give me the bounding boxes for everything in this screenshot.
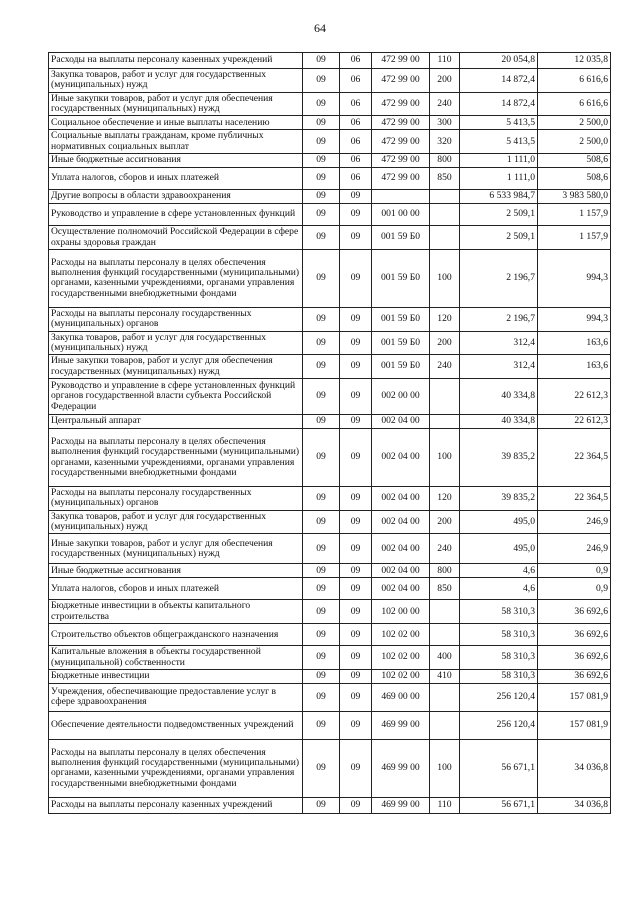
row-section: 09 xyxy=(303,711,340,739)
row-amount-2: 2 500,0 xyxy=(538,130,611,154)
row-subsection: 09 xyxy=(340,415,372,429)
row-subsection: 06 xyxy=(340,130,372,154)
row-target-article: 102 02 00 xyxy=(372,669,430,683)
row-subsection: 09 xyxy=(340,578,372,600)
table-row xyxy=(49,711,611,739)
row-target-article: 001 59 Б0 xyxy=(372,307,430,331)
row-expense-type: 850 xyxy=(430,578,460,600)
row-target-article: 472 99 00 xyxy=(372,69,430,93)
row-section: 09 xyxy=(303,307,340,331)
row-subsection: 09 xyxy=(340,487,372,511)
row-name: Расходы на выплаты персоналу казенных учреждений xyxy=(49,53,303,69)
row-section: 09 xyxy=(303,683,340,711)
row-amount-2: 22 612,3 xyxy=(538,379,611,415)
row-expense-type: 100 xyxy=(430,739,460,797)
row-name: Центральный аппарат xyxy=(49,415,303,429)
row-target-article: 001 00 00 xyxy=(372,204,430,226)
row-section: 09 xyxy=(303,739,340,797)
row-subsection: 09 xyxy=(340,711,372,739)
row-target-article: 469 99 00 xyxy=(372,711,430,739)
row-amount-1: 58 310,3 xyxy=(460,669,538,683)
row-expense-type: 200 xyxy=(430,331,460,355)
row-target-article: 469 00 00 xyxy=(372,683,430,711)
row-expense-type xyxy=(430,226,460,250)
row-subsection: 09 xyxy=(340,355,372,379)
row-subsection: 09 xyxy=(340,564,372,578)
table-row xyxy=(49,168,611,190)
row-section: 09 xyxy=(303,797,340,813)
row-expense-type xyxy=(430,190,460,204)
row-name: Закупка товаров, работ и услуг для государственных (муниципальных) нужд xyxy=(49,331,303,355)
row-section: 09 xyxy=(303,534,340,564)
row-expense-type: 400 xyxy=(430,646,460,670)
row-amount-2: 994,3 xyxy=(538,249,611,307)
row-subsection: 09 xyxy=(340,646,372,670)
table-row xyxy=(49,130,611,154)
row-amount-2: 0,9 xyxy=(538,578,611,600)
table-row xyxy=(49,429,611,487)
row-amount-2: 2 500,0 xyxy=(538,116,611,130)
table-row xyxy=(49,307,611,331)
row-amount-2: 163,6 xyxy=(538,331,611,355)
row-target-article: 001 59 Б0 xyxy=(372,249,430,307)
row-expense-type xyxy=(430,683,460,711)
table-row xyxy=(49,53,611,69)
row-target-article: 002 04 00 xyxy=(372,429,430,487)
row-amount-2: 1 157,9 xyxy=(538,204,611,226)
table-row xyxy=(49,646,611,670)
row-amount-2: 157 081,9 xyxy=(538,711,611,739)
row-section: 09 xyxy=(303,190,340,204)
row-subsection: 06 xyxy=(340,92,372,116)
row-subsection: 09 xyxy=(340,226,372,250)
row-section: 09 xyxy=(303,646,340,670)
row-amount-1: 256 120,4 xyxy=(460,711,538,739)
row-name: Другие вопросы в области здравоохранения xyxy=(49,190,303,204)
row-amount-1: 58 310,3 xyxy=(460,646,538,670)
row-expense-type xyxy=(430,711,460,739)
row-subsection: 06 xyxy=(340,154,372,168)
row-amount-2: 12 035,8 xyxy=(538,53,611,69)
row-amount-1: 20 054,8 xyxy=(460,53,538,69)
row-amount-1: 56 671,1 xyxy=(460,797,538,813)
row-section: 09 xyxy=(303,69,340,93)
row-target-article: 002 04 00 xyxy=(372,578,430,600)
row-amount-1: 5 413,5 xyxy=(460,116,538,130)
row-name: Иные закупки товаров, работ и услуг для обеспечения государственных (муниципальных) нужд xyxy=(49,92,303,116)
row-subsection: 06 xyxy=(340,53,372,69)
row-target-article: 472 99 00 xyxy=(372,53,430,69)
row-amount-1: 40 334,8 xyxy=(460,415,538,429)
row-name: Иные бюджетные ассигнования xyxy=(49,154,303,168)
row-section: 09 xyxy=(303,130,340,154)
table-row xyxy=(49,204,611,226)
row-subsection: 09 xyxy=(340,190,372,204)
row-subsection: 06 xyxy=(340,69,372,93)
row-target-article: 102 00 00 xyxy=(372,600,430,624)
row-expense-type xyxy=(430,415,460,429)
row-target-article: 002 00 00 xyxy=(372,379,430,415)
table-row xyxy=(49,624,611,646)
row-expense-type xyxy=(430,624,460,646)
row-amount-2: 163,6 xyxy=(538,355,611,379)
row-subsection: 09 xyxy=(340,600,372,624)
table-row xyxy=(49,739,611,797)
row-section: 09 xyxy=(303,600,340,624)
row-expense-type: 200 xyxy=(430,69,460,93)
row-name: Уплата налогов, сборов и иных платежей xyxy=(49,578,303,600)
row-amount-2: 36 692,6 xyxy=(538,669,611,683)
row-amount-2: 36 692,6 xyxy=(538,624,611,646)
row-amount-1: 14 872,4 xyxy=(460,92,538,116)
row-section: 09 xyxy=(303,116,340,130)
row-amount-2: 508,6 xyxy=(538,168,611,190)
row-amount-1: 2 509,1 xyxy=(460,226,538,250)
row-subsection: 09 xyxy=(340,534,372,564)
table-row xyxy=(49,564,611,578)
row-section: 09 xyxy=(303,379,340,415)
row-target-article: 002 04 00 xyxy=(372,415,430,429)
row-amount-1: 256 120,4 xyxy=(460,683,538,711)
row-subsection: 09 xyxy=(340,379,372,415)
table-row xyxy=(49,669,611,683)
row-subsection: 09 xyxy=(340,669,372,683)
page-number: 64 xyxy=(314,21,326,35)
row-amount-2: 36 692,6 xyxy=(538,646,611,670)
row-amount-1: 6 533 984,7 xyxy=(460,190,538,204)
row-subsection: 09 xyxy=(340,204,372,226)
row-subsection: 06 xyxy=(340,168,372,190)
row-section: 09 xyxy=(303,331,340,355)
row-expense-type: 410 xyxy=(430,669,460,683)
row-expense-type: 120 xyxy=(430,307,460,331)
row-name: Расходы на выплаты персоналу в целях обеспечения выполнения функций государственными (муниципальными) органами, казенными учреждениями, органами управления государственными внебюджетными фондами xyxy=(49,739,303,797)
table-row xyxy=(49,510,611,534)
row-amount-2: 36 692,6 xyxy=(538,600,611,624)
row-target-article: 102 02 00 xyxy=(372,624,430,646)
row-amount-2: 34 036,8 xyxy=(538,739,611,797)
row-expense-type: 110 xyxy=(430,53,460,69)
table-row xyxy=(49,600,611,624)
row-subsection: 09 xyxy=(340,331,372,355)
row-subsection: 09 xyxy=(340,510,372,534)
row-name: Обеспечение деятельности подведомственных учреждений xyxy=(49,711,303,739)
row-target-article: 469 99 00 xyxy=(372,797,430,813)
row-amount-1: 40 334,8 xyxy=(460,379,538,415)
row-amount-2: 1 157,9 xyxy=(538,226,611,250)
row-expense-type: 100 xyxy=(430,429,460,487)
row-section: 09 xyxy=(303,53,340,69)
row-section: 09 xyxy=(303,154,340,168)
row-target-article: 472 99 00 xyxy=(372,154,430,168)
row-target-article: 469 99 00 xyxy=(372,739,430,797)
row-section: 09 xyxy=(303,415,340,429)
row-section: 09 xyxy=(303,510,340,534)
row-expense-type: 320 xyxy=(430,130,460,154)
row-amount-2: 246,9 xyxy=(538,510,611,534)
row-section: 09 xyxy=(303,578,340,600)
row-name: Учреждения, обеспечивающие предоставление услуг в сфере здравоохранения xyxy=(49,683,303,711)
table-row xyxy=(49,154,611,168)
row-name: Иные бюджетные ассигнования xyxy=(49,564,303,578)
row-name: Расходы на выплаты персоналу государственных (муниципальных) органов xyxy=(49,487,303,511)
row-name: Закупка товаров, работ и услуг для государственных (муниципальных) нужд xyxy=(49,510,303,534)
row-section: 09 xyxy=(303,624,340,646)
row-name: Уплата налогов, сборов и иных платежей xyxy=(49,168,303,190)
row-target-article: 472 99 00 xyxy=(372,116,430,130)
row-section: 09 xyxy=(303,669,340,683)
row-amount-1: 312,4 xyxy=(460,355,538,379)
row-subsection: 09 xyxy=(340,249,372,307)
table-row xyxy=(49,379,611,415)
row-subsection: 09 xyxy=(340,429,372,487)
row-amount-1: 58 310,3 xyxy=(460,600,538,624)
row-amount-1: 4,6 xyxy=(460,578,538,600)
row-amount-2: 22 612,3 xyxy=(538,415,611,429)
table-row xyxy=(49,69,611,93)
row-amount-1: 1 111,0 xyxy=(460,154,538,168)
row-section: 09 xyxy=(303,429,340,487)
row-subsection: 09 xyxy=(340,683,372,711)
row-name: Расходы на выплаты персоналу в целях обеспечения выполнения функций государственными (муниципальными) органами, казенными учреждениями, органами управления государственными внебюджетными фондами xyxy=(49,249,303,307)
table-row xyxy=(49,797,611,813)
row-amount-1: 4,6 xyxy=(460,564,538,578)
row-target-article: 002 04 00 xyxy=(372,487,430,511)
row-section: 09 xyxy=(303,564,340,578)
row-amount-1: 14 872,4 xyxy=(460,69,538,93)
row-name: Бюджетные инвестиции в объекты капитального строительства xyxy=(49,600,303,624)
row-target-article: 472 99 00 xyxy=(372,92,430,116)
row-amount-2: 157 081,9 xyxy=(538,683,611,711)
row-name: Расходы на выплаты персоналу в целях обеспечения выполнения функций государственными (муниципальными) органами, казенными учреждениями, органами управления государственными внебюджетными фондами xyxy=(49,429,303,487)
row-expense-type xyxy=(430,600,460,624)
row-name: Иные закупки товаров, работ и услуг для обеспечения государственных (муниципальных) нужд xyxy=(49,534,303,564)
row-expense-type: 100 xyxy=(430,249,460,307)
row-section: 09 xyxy=(303,226,340,250)
row-target-article: 001 59 Б0 xyxy=(372,226,430,250)
row-section: 09 xyxy=(303,168,340,190)
row-amount-1: 1 111,0 xyxy=(460,168,538,190)
row-target-article: 002 04 00 xyxy=(372,534,430,564)
row-section: 09 xyxy=(303,249,340,307)
row-amount-1: 56 671,1 xyxy=(460,739,538,797)
row-subsection: 09 xyxy=(340,797,372,813)
row-expense-type xyxy=(430,379,460,415)
row-amount-2: 22 364,5 xyxy=(538,429,611,487)
budget-table xyxy=(48,52,611,814)
row-name: Капитальные вложения в объекты государственной (муниципальной) собственности xyxy=(49,646,303,670)
row-amount-2: 6 616,6 xyxy=(538,69,611,93)
row-name: Закупка товаров, работ и услуг для государственных (муниципальных) нужд xyxy=(49,69,303,93)
row-amount-2: 246,9 xyxy=(538,534,611,564)
row-target-article: 102 02 00 xyxy=(372,646,430,670)
row-amount-1: 2 196,7 xyxy=(460,249,538,307)
row-name: Иные закупки товаров, работ и услуг для обеспечения государственных (муниципальных) нужд xyxy=(49,355,303,379)
row-expense-type: 800 xyxy=(430,564,460,578)
table-row xyxy=(49,578,611,600)
row-section: 09 xyxy=(303,355,340,379)
row-target-article: 001 59 Б0 xyxy=(372,331,430,355)
row-name: Социальные выплаты гражданам, кроме публичных нормативных социальных выплат xyxy=(49,130,303,154)
row-name: Осуществление полномочий Российской Федерации в сфере охраны здоровья граждан xyxy=(49,226,303,250)
table-row xyxy=(49,226,611,250)
row-target-article: 002 04 00 xyxy=(372,564,430,578)
table-row xyxy=(49,487,611,511)
row-amount-2: 0,9 xyxy=(538,564,611,578)
row-expense-type: 120 xyxy=(430,487,460,511)
row-name: Руководство и управление в сфере установленных функций органов государственной власти субъекта Российской Федерации xyxy=(49,379,303,415)
row-amount-2: 508,6 xyxy=(538,154,611,168)
table-row xyxy=(49,190,611,204)
row-target-article: 002 04 00 xyxy=(372,510,430,534)
row-name: Расходы на выплаты персоналу государственных (муниципальных) органов xyxy=(49,307,303,331)
row-target-article: 472 99 00 xyxy=(372,130,430,154)
row-name: Бюджетные инвестиции xyxy=(49,669,303,683)
row-name: Строительство объектов общегражданского назначения xyxy=(49,624,303,646)
row-amount-2: 34 036,8 xyxy=(538,797,611,813)
row-name: Расходы на выплаты персоналу казенных учреждений xyxy=(49,797,303,813)
table-row xyxy=(49,116,611,130)
row-target-article: 001 59 Б0 xyxy=(372,355,430,379)
row-expense-type: 300 xyxy=(430,116,460,130)
row-subsection: 09 xyxy=(340,624,372,646)
row-subsection: 09 xyxy=(340,739,372,797)
row-expense-type: 110 xyxy=(430,797,460,813)
row-amount-2: 994,3 xyxy=(538,307,611,331)
row-expense-type: 240 xyxy=(430,92,460,116)
row-target-article xyxy=(372,190,430,204)
row-expense-type xyxy=(430,204,460,226)
row-subsection: 09 xyxy=(340,307,372,331)
row-name: Социальное обеспечение и иные выплаты населению xyxy=(49,116,303,130)
table-row xyxy=(49,92,611,116)
row-amount-1: 39 835,2 xyxy=(460,487,538,511)
row-expense-type: 800 xyxy=(430,154,460,168)
row-amount-1: 495,0 xyxy=(460,534,538,564)
row-amount-1: 58 310,3 xyxy=(460,624,538,646)
table-row xyxy=(49,355,611,379)
row-section: 09 xyxy=(303,92,340,116)
row-expense-type: 200 xyxy=(430,510,460,534)
row-expense-type: 240 xyxy=(430,534,460,564)
table-row xyxy=(49,331,611,355)
row-amount-1: 2 196,7 xyxy=(460,307,538,331)
row-subsection: 06 xyxy=(340,116,372,130)
row-target-article: 472 99 00 xyxy=(372,168,430,190)
row-section: 09 xyxy=(303,204,340,226)
row-amount-1: 495,0 xyxy=(460,510,538,534)
row-amount-2: 3 983 580,0 xyxy=(538,190,611,204)
table-row xyxy=(49,249,611,307)
row-amount-2: 6 616,6 xyxy=(538,92,611,116)
row-amount-1: 39 835,2 xyxy=(460,429,538,487)
row-expense-type: 850 xyxy=(430,168,460,190)
row-amount-2: 22 364,5 xyxy=(538,487,611,511)
row-amount-1: 5 413,5 xyxy=(460,130,538,154)
row-name: Руководство и управление в сфере установленных функций xyxy=(49,204,303,226)
table-row xyxy=(49,415,611,429)
table-row xyxy=(49,534,611,564)
row-section: 09 xyxy=(303,487,340,511)
table-row xyxy=(49,683,611,711)
row-amount-1: 2 509,1 xyxy=(460,204,538,226)
row-amount-1: 312,4 xyxy=(460,331,538,355)
row-expense-type: 240 xyxy=(430,355,460,379)
